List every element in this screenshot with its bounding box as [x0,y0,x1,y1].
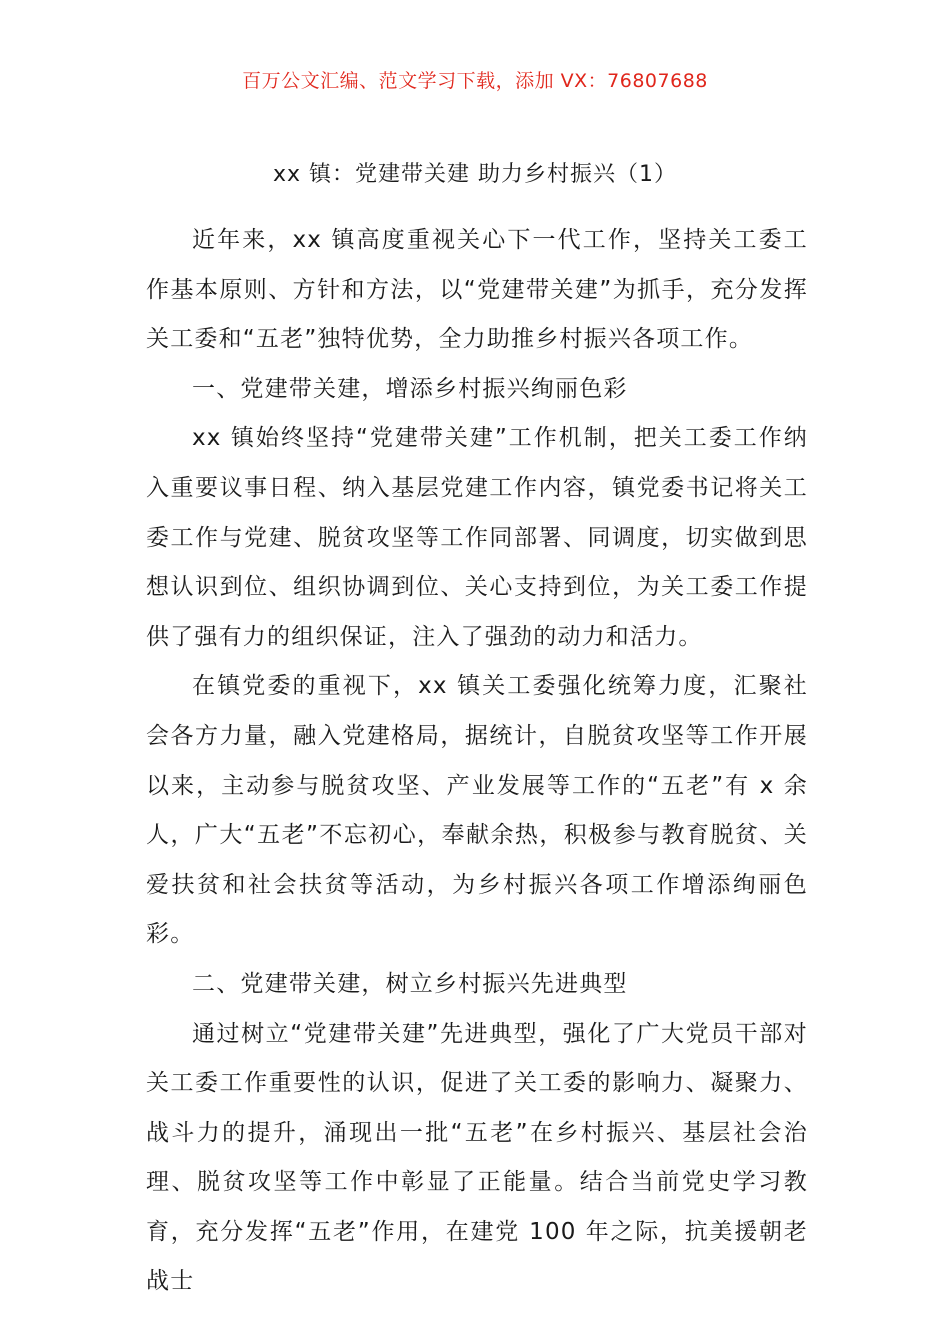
paragraph: 在镇党委的重视下，xx 镇关工委强化统筹力度，汇聚社会各方力量，融入党建格局，据统计，自脱贫攻坚等工作开展以来，主动参与脱贫攻坚、产业发展等工作的“五老”有 x 余人，广大“五老”不忘初心，奉献余热，积极参与教育脱贫、关爱扶贫和社会扶贫等活动，为乡村振兴各项工作增添绚丽色彩。 [146,673,808,948]
header-banner: 百万公文汇编、范文学习下载，添加 VX：76807688 [242,70,708,92]
paragraph: 通过树立“党建带关建”先进典型，强化了广大党员干部对关工委工作重要性的认识，促进了关工委的影响力、凝聚力、战斗力的提升，涌现出一批“五老”在乡村振兴、基层社会治理、脱贫攻坚等工作中彰显了正能量。结合当前党史学习教育，充分发挥“五老”作用，在建党 100 年之际，抗美援朝老战士 [146,1020,808,1295]
paragraph-intro: 近年来，xx 镇高度重视关心下一代工作，坚持关工委工作基本原则、方针和方法，以“党建带关建”为抓手，充分发挥关工委和“五老”独特优势，全力助推乡村振兴各项工作。 [146,227,808,353]
paragraph: xx 镇始终坚持“党建带关建”工作机制，把关工委工作纳入重要议事日程、纳入基层党建工作内容，镇党委书记将关工委工作与党建、脱贫攻坚等工作同部署、同调度，切实做到思想认识到位、组织协调到位、关心支持到位，为关工委工作提供了强有力的组织保证，注入了强劲的动力和活力。 [146,425,808,650]
document-body [146,216,808,1307]
page-title: xx 镇：党建带关建 助力乡村振兴（1） [272,162,678,187]
section-heading-2: 二、党建带关建，树立乡村振兴先进典型 [192,970,628,997]
section-heading-1: 一、党建带关建，增添乡村振兴绚丽色彩 [192,375,628,402]
